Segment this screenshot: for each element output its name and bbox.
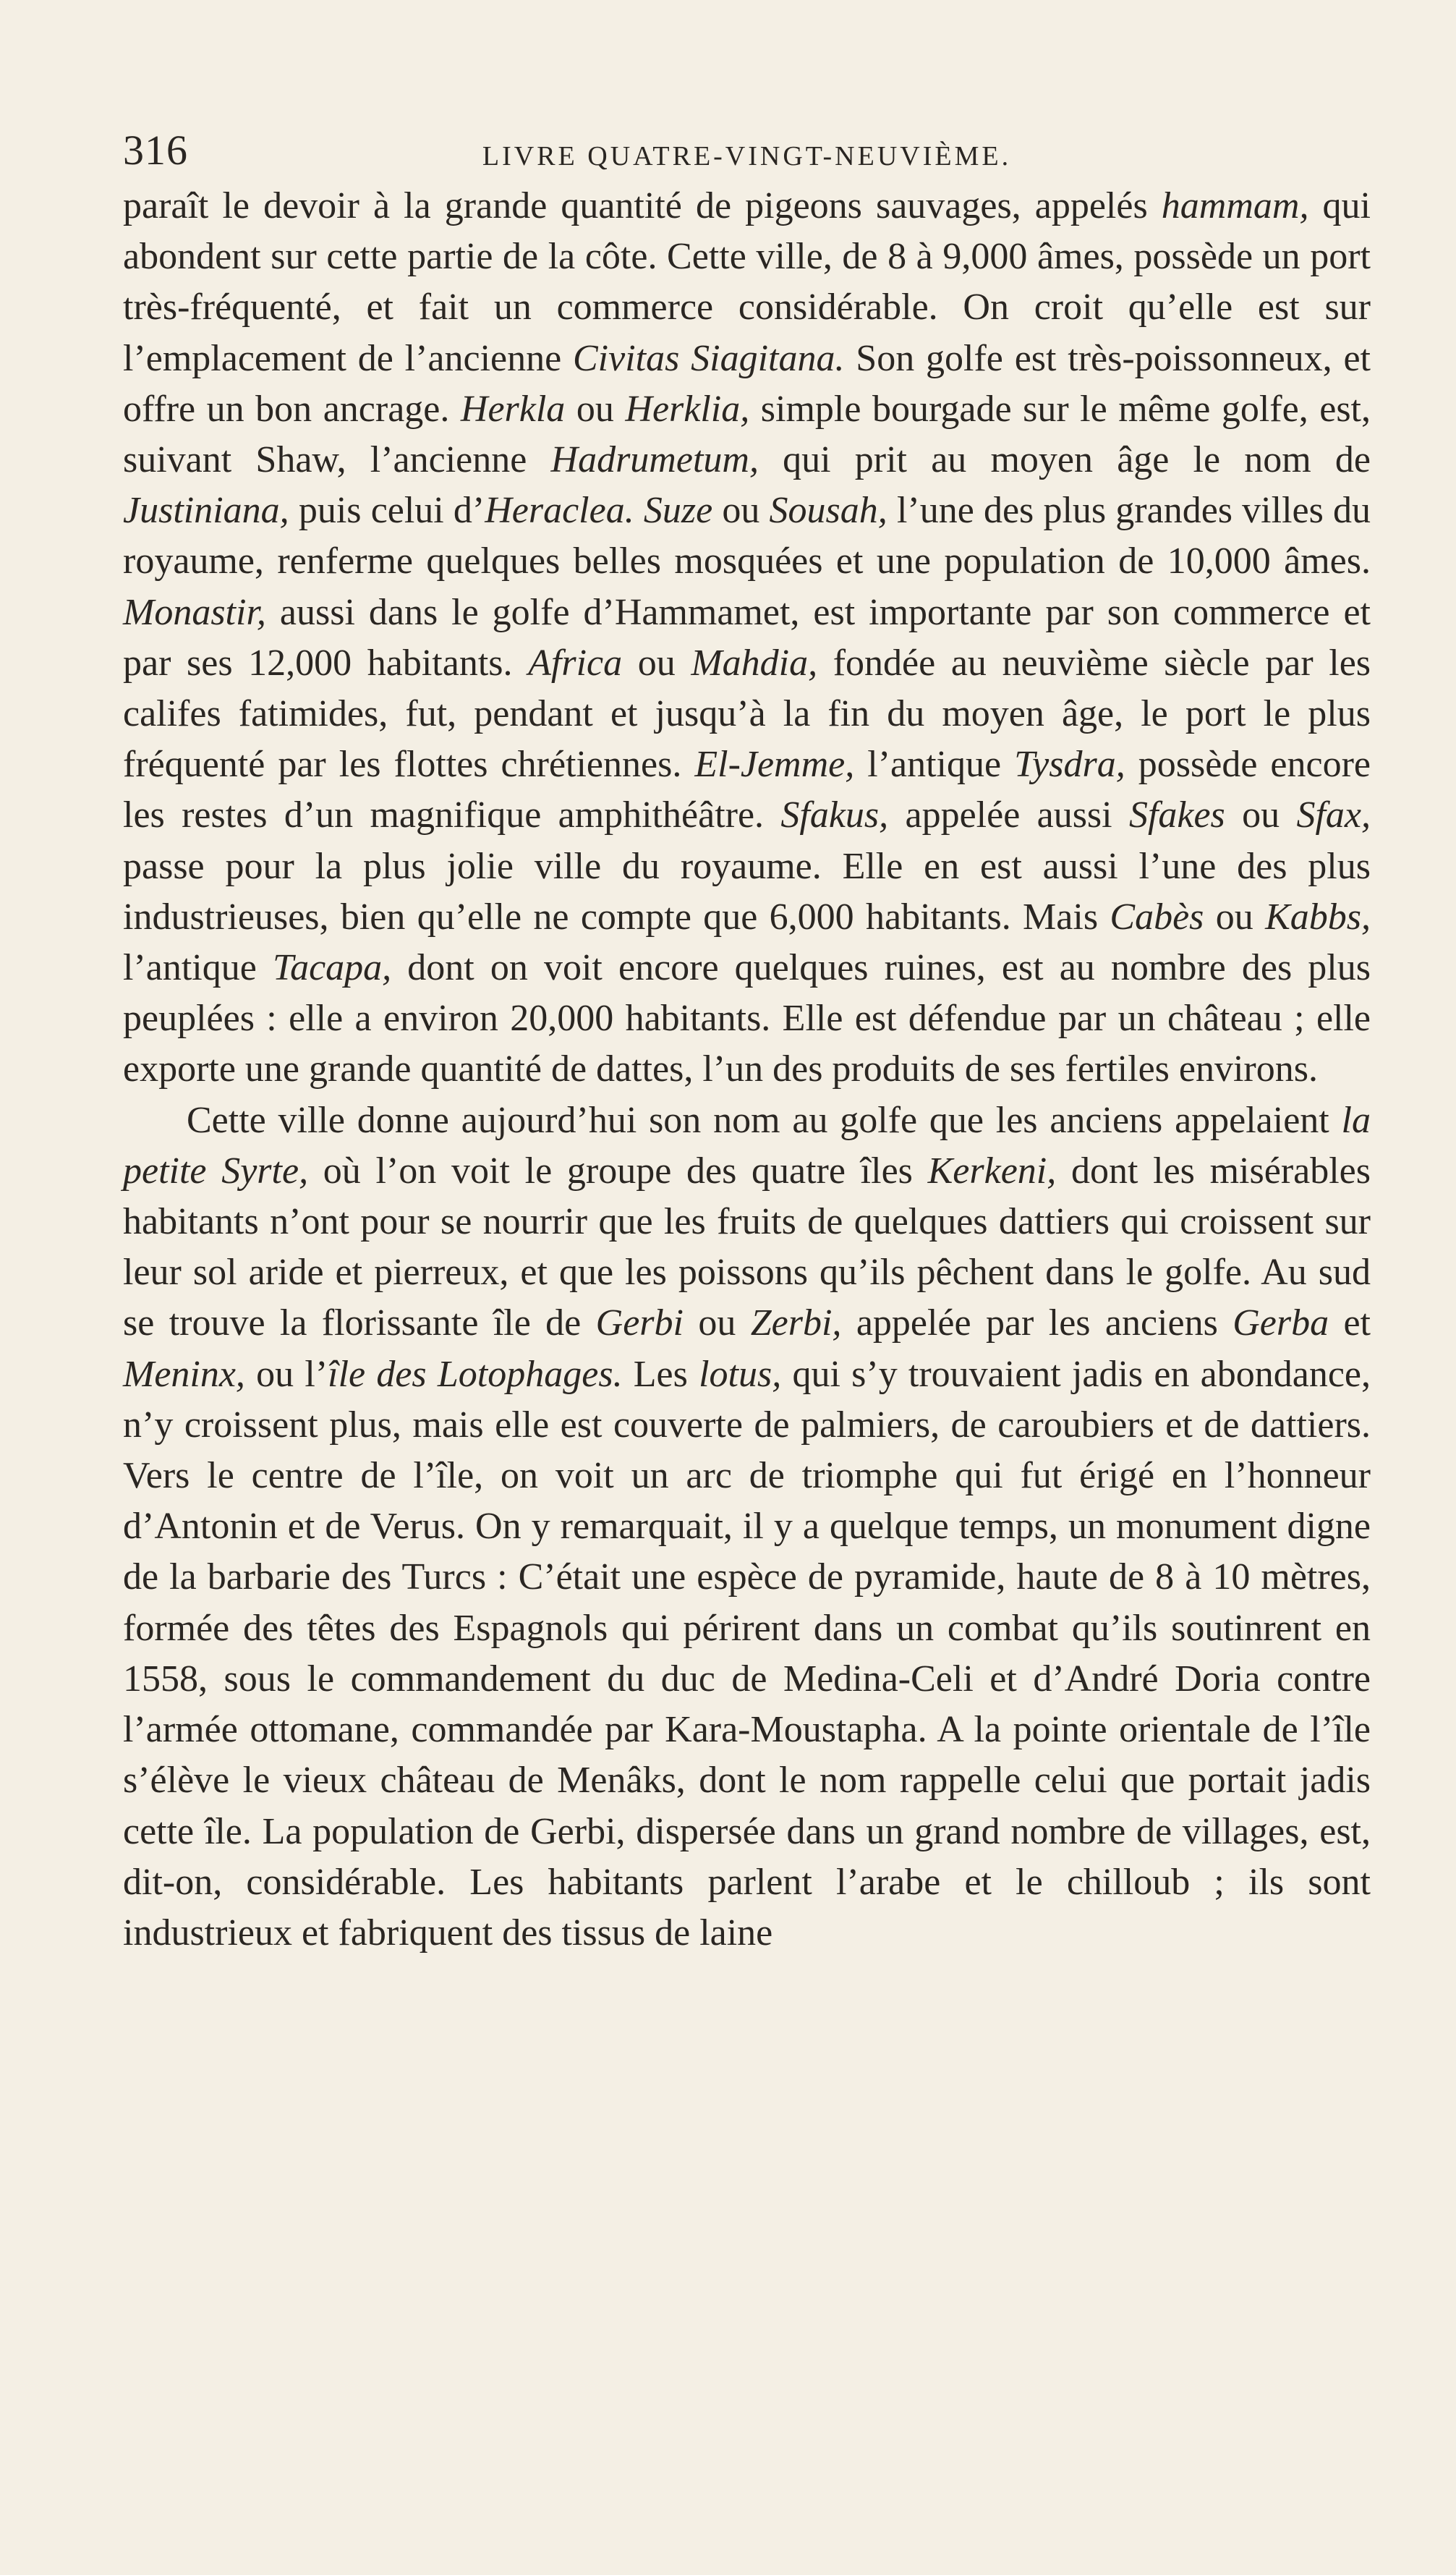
text-run: dont les misérables habitants n’ont pour se nourrir que les fruits de quelques dattiers qui croissent sur leur sol aride et pierreux, et que les poissons qu’ils pêchent dans le golfe. Au sud se trouve la florissante île de (123, 1150, 1371, 1344)
italic-term: Africa (528, 642, 623, 684)
italic-term: la petite Syrte, (123, 1099, 1371, 1192)
text-run: possède encore les restes d’un magnifique amphithéâtre. (123, 744, 1371, 836)
italic-term: Heraclea. Suze (485, 490, 713, 532)
text-run: où l’on voit le groupe des quatre îles (308, 1150, 928, 1192)
text-run: puis celui d’ (289, 490, 485, 532)
italic-term: El-Jemme, (694, 744, 855, 786)
italic-term: Kerkeni, (927, 1150, 1057, 1192)
italic-term: Herklia, (625, 388, 750, 430)
text-run: passe pour la plus jolie ville du royaume. Elle en est aussi l’une des plus industrieuses, bien qu’elle ne compte que 6,000 habitants. Mais (123, 845, 1371, 938)
text-run: qui abondent sur cette partie de la côte. Cette ville, de 8 à 9,000 âmes, possède un port très-fréquenté, et fait un commerce considérable. On croit qu’elle est sur l’emplacement de l’ancienne (123, 185, 1371, 379)
italic-term: Zerbi, (750, 1302, 842, 1344)
text-run: l’une des plus grandes villes du royaume, renferme quelques belles mosquées et une population de 10,000 âmes. (123, 490, 1371, 582)
italic-term: lotus, (699, 1353, 782, 1395)
text-run: Cette ville donne aujourd’hui son nom au golfe que les anciens appelaient (187, 1099, 1342, 1141)
text-run: l’antique (123, 947, 273, 989)
text-run: ou (622, 642, 691, 684)
body-text (123, 181, 1371, 1959)
italic-term: Meninx, (123, 1353, 245, 1395)
italic-term: Sousah, (769, 490, 887, 532)
running-title: LIVRE QUATRE-VINGT-NEUVIÈME. (482, 141, 1012, 171)
italic-term: Justiniana, (123, 490, 289, 532)
italic-term: Sfax, (1296, 794, 1371, 836)
text-run: dont on voit encore quelques ruines, est au nombre des plus peuplées : elle a environ 20,000 habitants. Elle est défendue par un château ; elle exporte une grande quantité de dattes, l’un des produits de ses fertiles environs. (123, 947, 1371, 1090)
text-run: paraît le devoir à la grande quantité de pigeons sauvages, appelés (123, 185, 1162, 226)
italic-term: Hadrumetum, (550, 439, 759, 481)
text-run: ou l’ (244, 1353, 328, 1395)
text-run: aussi dans le golfe d’Hammamet, est importante par son commerce et par ses 12,000 habitants. (123, 591, 1371, 684)
italic-term: Civitas Siagitana. (573, 337, 845, 379)
italic-term: Tysdra, (1014, 744, 1125, 786)
text-run: et (1329, 1302, 1371, 1344)
text-run: l’antique (854, 744, 1015, 786)
text-run: fondée au neuvième siècle par les califes fatimides, fut, pendant et jusqu’à la fin du moyen âge, le port le plus fréquenté par les flottes chrétiennes. (123, 642, 1371, 786)
text-run: appelée aussi (888, 794, 1129, 836)
text-run: Les (622, 1353, 699, 1395)
text-run: ou (565, 388, 626, 430)
text-run: qui prit au moyen âge le nom de (758, 439, 1371, 481)
text-run: ou (1225, 794, 1297, 836)
paragraph (123, 1095, 1371, 1959)
text-run: qui s’y trouvaient jadis en abondance, n’y croissent plus, mais elle est couverte de palmiers, de caroubiers et de dattiers. Vers le centre de l’île, on voit un arc de triomphe qui fut érigé en l’honneur d’Antonin et de Verus. On y remarquait, il y a quelque temps, un monument digne de la barbarie des Turcs : C’était une espèce de pyramide, haute de 8 à 10 mètres, formée des têtes des Espagnols qui périrent dans un combat qu’ils soutinrent en 1558, sous le commandement du duc de Medina-Celi et d’André Doria contre l’armée ottomane, commandée par Kara-Moustapha. A la pointe orientale de l’île s’élève le vieux château de Menâks, dont le nom rappelle celui que portait jadis cette île. La population de Gerbi, dispersée dans un grand nombre de villages, est, dit-on, considérable. Les habitants parlent l’arabe et le chilloub ; ils sont industrieux et fabriquent des tissus de laine (123, 1353, 1371, 1953)
text-run: ou (712, 490, 770, 532)
page-number: 316 (123, 127, 188, 174)
italic-term: Monastir, (123, 591, 266, 633)
italic-term: Sfakus, (780, 794, 889, 836)
italic-term: Herkla (460, 388, 566, 430)
italic-term: Cabès (1110, 896, 1204, 938)
italic-term: Kabbs, (1265, 896, 1371, 938)
text-run: ou (1204, 896, 1266, 938)
text-run: appelée par les anciens (841, 1302, 1233, 1344)
text-run: ou (683, 1302, 751, 1344)
italic-term: Gerba (1233, 1302, 1329, 1344)
italic-term: Tacapa, (272, 947, 392, 989)
italic-term: île des Lotophages. (328, 1353, 623, 1395)
italic-term: hammam, (1161, 185, 1309, 226)
paragraph (123, 181, 1371, 1095)
text-run: Son golfe est très-poissonneux, et offre un bon ancrage. (123, 337, 1371, 430)
italic-term: Mahdia, (691, 642, 818, 684)
running-head (123, 122, 1371, 179)
italic-term: Sfakes (1128, 794, 1225, 836)
italic-term: Gerbi (595, 1302, 684, 1344)
text-run: simple bourgade sur le même golfe, est, suivant Shaw, l’ancienne (123, 388, 1371, 481)
